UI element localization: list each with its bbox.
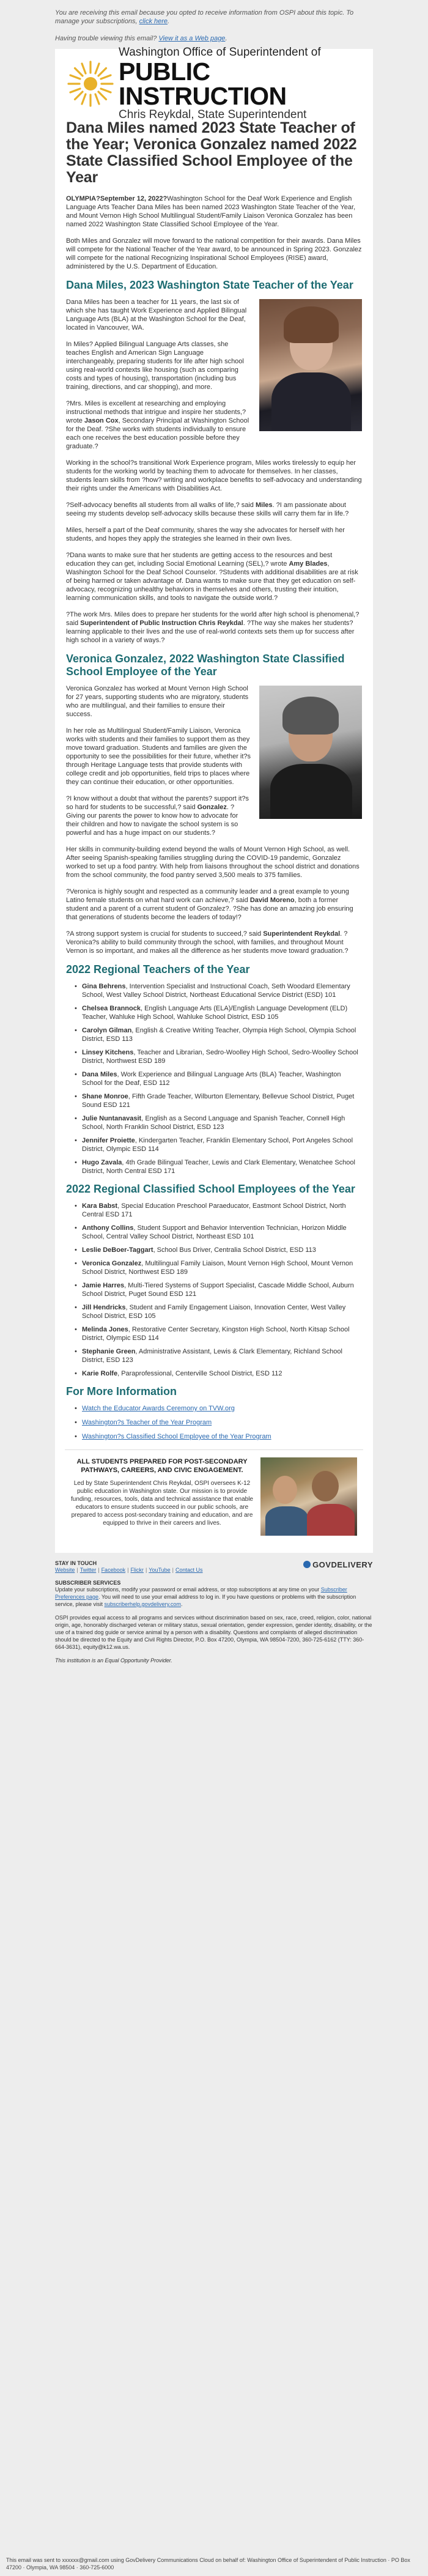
list-item xyxy=(75,1303,362,1320)
contact-us-link[interactable]: Contact Us xyxy=(175,1567,203,1573)
honoree-desc: , English Language Arts (ELA)/English Language Development (ELD) Teacher, Wahluke High School, Wahluke School District, ESD 105 xyxy=(82,1005,348,1021)
stay-in-touch-title: STAY IN TOUCH xyxy=(55,1560,97,1566)
students-photo xyxy=(260,1457,357,1536)
list-item xyxy=(75,1369,362,1378)
separator: | xyxy=(172,1567,174,1573)
regional-teachers-list xyxy=(66,982,362,1175)
list-item xyxy=(75,982,362,999)
subscriber-text: Update your subscriptions, modify your password or email address, or stop subscriptions at any time on your xyxy=(55,1586,320,1593)
honoree-name: Jamie Harres xyxy=(82,1282,125,1289)
list-item xyxy=(75,1114,362,1131)
equal-access-text: OSPI provides equal access to all programs and services without discrimination based on sex, race, creed, religion, color, national origin, age, honorably discharged veteran or military status, sexual orientation, gender expression, gender identity, disability, or the use of a trained dog guide or service animal by a person with a disability. Questions and complaints of alleged discrimination should be directed to the Equity and Civil Rights Director, P.O. Box 47200, Olympia, WA 98504-7200, 360-725-6162 (TTY: 360-664-3631), equity@k12.wa.us. xyxy=(55,1615,372,1650)
logo-superintendent: Chris Reykdal, State Superintendent xyxy=(119,108,307,121)
list-item xyxy=(75,1246,362,1254)
list-item xyxy=(75,1136,362,1153)
view-as-webpage-link[interactable]: View it as a Web page xyxy=(158,35,226,42)
quote-text: ?The work Mrs. Miles does to prepare her students for the world after high school is phenomenal,? said xyxy=(66,611,360,627)
quote-text: , Secondary Principal at Washington School for the Deaf. ?She works with students individually to ensure each one receives the best education possible before they graduate.? xyxy=(66,417,249,450)
miles-paragraph-7 xyxy=(66,551,362,602)
list-item xyxy=(75,1325,362,1342)
honoree-name: Jill Hendricks xyxy=(82,1304,126,1311)
list-item xyxy=(75,1202,362,1219)
honoree-desc: , School Bus Driver, Centralia School District, ESD 113 xyxy=(153,1246,316,1254)
quote-text: ?Veronica is highly sought and respected as a community leader and a great example to young Latino female students on what hard work can achieve,? said xyxy=(66,888,349,904)
honoree-desc: , 4th Grade Bilingual Teacher, Lewis and Clark Elementary, Wenatchee School District, North Central ESD 171 xyxy=(82,1159,355,1175)
govdelivery-logo[interactable] xyxy=(303,1560,373,1569)
honoree-name: Hugo Zavala xyxy=(82,1159,122,1166)
govdelivery-icon xyxy=(303,1561,311,1568)
honoree-name: Gina Behrens xyxy=(82,983,126,990)
honoree-desc: , Fifth Grade Teacher, Wilburton Elementary, Bellevue School District, Puget Sound ESD 121 xyxy=(82,1093,355,1109)
honoree-name: Carolyn Gilman xyxy=(82,1027,132,1034)
honoree-desc: , Work Experience and Bilingual Language Arts (BLA) Teacher, Washington School for the Deaf, ESD 112 xyxy=(82,1071,341,1087)
gonzalez-paragraph-2: In her role as Multilingual Student/Family Liaison, Veronica works with students and their families to support them as they move toward graduation. Students and families are given the opportunity to see the possibilities for their future, whether it?s through Heritage Language tests that provide students with college credit and job opportunities, field trips to places where they can continue their education, or other opportunities. xyxy=(66,727,251,786)
honoree-name: Leslie DeBoer-Taggart xyxy=(82,1246,153,1254)
quote-author: Gonzalez xyxy=(197,804,227,811)
honoree-name: Melinda Jones xyxy=(82,1326,128,1333)
honoree-desc: , Restorative Center Secretary, Kingston High School, North Kitsap School District, Olympic ESD 114 xyxy=(82,1326,350,1342)
website-link[interactable]: Website xyxy=(55,1567,75,1573)
trouble-viewing-note xyxy=(55,34,373,43)
miles-paragraph-4: Working in the school?s transitional Work Experience program, Miles works tirelessly to equip her students for the working world by teaching them to advocate for themselves. In her classes, students learn skills from ?how? writing and workplace benefits to self-advocacy and understanding their rights under the Americans with Disabilities Act. xyxy=(66,459,362,492)
list-item xyxy=(75,1048,362,1065)
honoree-desc: , English as a Second Language and Spanish Teacher, Connell High School, North Franklin School District, ESD 123 xyxy=(82,1115,345,1131)
quote-text: , both a former student and a parent of a current student of Gonzalez?. ?She has done an amazing job ensuring that generations of students become the leaders of today!? xyxy=(66,897,353,921)
subscriber-text-2: . You will need to use your email address to log in. If you have questions or problems with the subscription service, please visit xyxy=(55,1594,356,1607)
honoree-desc: , Administrative Assistant, Lewis & Clark Elementary, Richland School District, ESD 123 xyxy=(82,1348,342,1364)
stay-in-touch xyxy=(55,1560,373,1574)
intro-text-1: Washington School for the Deaf Work Experience and English Language Arts Teacher Dana Miles has been named 2023 Washington State Teacher of the Year, and Mount Vernon High School Multilingual Student/Family Liaison Veronica Gonzalez has been named 2022 Washington State Classified School Employee of the Year. xyxy=(66,195,356,228)
separator: | xyxy=(98,1567,100,1573)
more-info-links xyxy=(66,1404,362,1441)
more-info-heading: For More Information xyxy=(66,1385,177,1397)
miles-heading: Dana Miles, 2023 Washington State Teacher of the Year xyxy=(66,279,353,291)
quote-author: Superintendent Reykdal xyxy=(263,930,341,938)
honoree-desc: , Kindergarten Teacher, Franklin Elementary School, Port Angeles School District, Olympic ESD 114 xyxy=(82,1137,353,1153)
honoree-desc: , Teacher and Librarian, Sedro-Woolley High School, Sedro-Woolley School District, Northwest ESD 189 xyxy=(82,1049,358,1065)
gonzalez-paragraph-6 xyxy=(66,930,362,955)
quote-text: ?A strong support system is crucial for students to succeed,? said xyxy=(66,930,264,938)
tvw-ceremony-link[interactable]: Watch the Educator Awards Ceremony on TVW.org xyxy=(82,1405,235,1412)
list-item xyxy=(75,1026,362,1043)
honoree-name: Linsey Kitchens xyxy=(82,1049,134,1056)
list-item xyxy=(75,1158,362,1175)
subscriber-text-end: . xyxy=(180,1601,183,1607)
miles-paragraph-8 xyxy=(66,610,362,645)
honoree-name: Chelsea Brannock xyxy=(82,1005,141,1012)
trouble-text: Having trouble viewing this email? xyxy=(55,35,157,42)
promo-title: ALL STUDENTS PREPARED FOR POST-SECONDARY PATHWAYS, CAREERS, AND CIVIC ENGAGEMENT. xyxy=(76,1458,248,1474)
quote-text: ?Mrs. Miles is excellent at researching and employing instructional methods that intrigue and inspire her students,? wrote xyxy=(66,400,246,424)
miles-paragraph-1: Dana Miles has been a teacher for 11 years, the last six of which she has taught Work Experience and Applied Bilingual Language Arts (BLA) at the Washington School for the Deaf, located in Vancouver, WA. xyxy=(66,298,247,331)
facebook-link[interactable]: Facebook xyxy=(101,1567,126,1573)
veronica-gonzalez-photo xyxy=(259,686,362,819)
honoree-desc: , Paraprofessional, Centerville School District, ESD 112 xyxy=(117,1370,282,1377)
regional-teachers-heading: 2022 Regional Teachers of the Year xyxy=(66,963,250,975)
list-item xyxy=(75,1004,362,1021)
regional-classified-list xyxy=(66,1202,362,1378)
subscriber-help-link[interactable]: subscriberhelp.govdelivery.com xyxy=(104,1601,181,1607)
honoree-name: Veronica Gonzalez xyxy=(82,1260,142,1267)
quote-author: Miles xyxy=(255,502,273,509)
quote-text: . ?Giving our parents the power to know how to advocate for their children and how to navigate the school system is so powerful and has a huge impact on our students.? xyxy=(66,804,238,837)
quote-text: . ?The way she makes her students? learning applicable to their lives and the use of real-world contexts sets them up for success after high school in a variety of ways.? xyxy=(66,620,355,644)
separator: | xyxy=(145,1567,147,1573)
preheader xyxy=(55,0,373,43)
preheader-subscription-note xyxy=(55,9,373,26)
classified-employee-program-link[interactable]: Washington?s Classified School Employee of the Year Program xyxy=(82,1433,271,1440)
ospi-logo xyxy=(66,46,362,121)
mission-promo xyxy=(65,1449,363,1542)
equal-access-notice xyxy=(55,1614,373,1651)
teacher-of-year-program-link[interactable]: Washington?s Teacher of the Year Program xyxy=(82,1419,212,1426)
email-body xyxy=(55,46,373,1553)
regional-classified-heading: 2022 Regional Classified School Employees of the Year xyxy=(66,1183,355,1195)
quote-author: Superintendent of Public Instruction Chris Reykdal xyxy=(80,620,243,627)
honoree-desc: , Student and Family Engagement Liaison, Innovation Center, West Valley School District, ESD 105 xyxy=(82,1304,346,1320)
honoree-desc: , Intervention Specialist and Instructional Coach, Seth Woodard Elementary School, West Valley School District, Northeast Educational Service District (ESD) 101 xyxy=(82,983,350,999)
miles-paragraph-5 xyxy=(66,501,362,518)
flickr-link[interactable]: Flickr xyxy=(130,1567,144,1573)
quote-author: David Moreno xyxy=(249,897,295,904)
honoree-name: Julie Nuntanavasit xyxy=(82,1115,142,1122)
equal-opportunity-text: This institution is an Equal Opportunity Provider. xyxy=(55,1657,172,1664)
dateline: OLYMPIA?September 12, 2022? xyxy=(66,195,168,202)
quote-text: , Washington School for the Deaf School Counselor. ?Students with additional disabilities are at risk of being harmed or taken advantage of. Dana wants to make sure that they get education on self-advocacy, recognizing unhealthy behaviors in themselves and others, trusting their intuition, learning communication skills, and tools to navigate the outside world.? xyxy=(66,560,358,602)
subscriber-services-text xyxy=(55,1586,373,1608)
honoree-desc: , Multi-Tiered Systems of Support Specialist, Cascade Middle School, Auburn School District, Puget Sound ESD 121 xyxy=(82,1282,354,1298)
quote-author: Jason Cox xyxy=(84,417,119,424)
list-item xyxy=(75,1224,362,1241)
honoree-desc: , English & Creative Writing Teacher, Olympia High School, Olympia School District, ESD 113 xyxy=(82,1027,356,1043)
intro-paragraph-1 xyxy=(66,194,362,229)
subscriber-services xyxy=(55,1580,373,1608)
promo-text xyxy=(71,1457,260,1536)
twitter-link[interactable]: Twitter xyxy=(79,1567,97,1573)
honoree-name: Karie Rolfe xyxy=(82,1370,118,1377)
quote-text: . ?Veronica?s ability to build community through the school, with families, and throughout Mount Vernon is so important, and makes all the difference as her students move toward graduation.? xyxy=(66,930,349,955)
preheader-text-end: . xyxy=(168,18,170,25)
sunburst-icon xyxy=(66,59,115,108)
separator: | xyxy=(127,1567,129,1573)
quote-text: ?I know without a doubt that without the parents? support it?s so hard for students to be successful,? said xyxy=(66,795,249,811)
list-item xyxy=(75,1418,362,1427)
promo-body: Led by State Superintendent Chris Reykdal, OSPI oversees K-12 public education in Washington state. Our mission is to provide funding, resources, tools, data and technical assistance that enable educators to ensure students succeed in our public schools, are prepared to access post-secondary training and education, and are equipped to thrive in their careers and lives. xyxy=(71,1480,253,1527)
logo-agency-name: Washington Office of Superintendent of xyxy=(119,46,321,59)
dana-miles-photo xyxy=(259,299,362,431)
list-item xyxy=(75,1281,362,1298)
list-item xyxy=(75,1347,362,1364)
honoree-name: Stephanie Green xyxy=(82,1348,136,1355)
miles-paragraph-6: Miles, herself a part of the Deaf community, shares the way she advocates for herself with her students, and hopes they apply the strategies she learned in their own lives. xyxy=(66,527,345,542)
manage-subscriptions-link[interactable]: click here xyxy=(139,18,168,25)
honoree-name: Kara Babst xyxy=(82,1202,118,1210)
gonzalez-paragraph-4: Her skills in community-building extend beyond the walls of Mount Vernon High School, as well. After seeing Spanish-speaking families struggling during the COVID-19 pandemic, Gonzalez worked to set up a food pantry. With help from liaisons throughout the school district and donations from the school community, the food pantry served 3,500 meals to 375 families. xyxy=(66,846,360,879)
email-footer xyxy=(55,1553,373,1664)
honoree-desc: , Student Support and Behavior Intervention Technician, Horizon Middle School, Central Valley School District, Northeast ESD 101 xyxy=(82,1224,347,1240)
logo-title: PUBLIC INSTRUCTION xyxy=(119,57,287,110)
list-item xyxy=(75,1070,362,1087)
quote-author: Amy Blades xyxy=(289,560,328,568)
trouble-text-end: . xyxy=(225,35,227,42)
quote-text: ?Self-advocacy benefits all students from all walks of life,? said xyxy=(66,502,256,509)
headline: Dana Miles named 2023 State Teacher of the Year; Veronica Gonzalez named 2022 State Classified School Employee of the Year xyxy=(66,119,357,186)
quote-text: . ?I am passionate about seeing my students develop self-advocacy skills because these skills will carry them far in life.? xyxy=(66,502,349,517)
subscriber-preferences-link[interactable]: Subscriber Preferences page xyxy=(55,1586,347,1600)
quote-text: ?Dana wants to make sure that her students are getting access to the resources and best education they can get, including Social Emotional Learning (SEL),? wrote xyxy=(66,552,333,568)
logo-wordmark xyxy=(119,46,362,122)
preheader-text: You are receiving this email because you opted to receive information from OSPI about this topic. To manage your subscriptions, xyxy=(55,9,354,25)
gonzalez-paragraph-1: Veronica Gonzalez has worked at Mount Vernon High School for 27 years, supporting students who are migratory, students who are multilingual, and their families to ensure their success. xyxy=(66,685,249,718)
honoree-name: Shane Monroe xyxy=(82,1093,128,1100)
honoree-desc: , Special Education Preschool Paraeducator, Eastmont School District, North Central ESD 171 xyxy=(82,1202,346,1218)
equal-opportunity-notice xyxy=(55,1657,373,1664)
honoree-name: Dana Miles xyxy=(82,1071,117,1078)
govdelivery-wordmark: GOVDELIVERY xyxy=(312,1560,373,1569)
honoree-desc: , Multilingual Family Liaison, Mount Vernon High School, Mount Vernon School District, Northwest ESD 189 xyxy=(82,1260,353,1276)
list-item xyxy=(75,1432,362,1441)
honoree-name: Jennifer Proiette xyxy=(82,1137,135,1144)
subscriber-services-title: SUBSCRIBER SERVICES xyxy=(55,1580,121,1586)
list-item xyxy=(75,1404,362,1413)
intro-paragraph-2: Both Miles and Gonzalez will move forward to the national competition for their awards. Dana Miles will compete for the National Teacher of the Year award, to be announced in Spring 2023. Gonzalez will compete for the national Recognizing Inspirational School Employees (RISE) award, administered by the U.S. Department of Education. xyxy=(66,237,362,270)
separator: | xyxy=(76,1567,78,1573)
email-container xyxy=(55,0,373,1664)
miles-paragraph-2: In Miles? Applied Bilingual Language Arts classes, she teaches English and American Sign Language interchangeably, preparing students for life after high school using real-world contexts like housing (such as comparing costs and types of housing), transportation (including bus training, directions, and car shopping), and more. xyxy=(66,341,244,391)
youtube-link[interactable]: YouTube xyxy=(149,1567,171,1573)
list-item xyxy=(75,1259,362,1276)
gonzalez-paragraph-5 xyxy=(66,887,362,922)
sent-to-notice: This email was sent to xxxxxx@gmail.com using GovDelivery Communications Cloud on behalf of: Washington Office of Superintendent of Public Instruction · PO Box 47200 · Olympia, WA 98504 · 360-725-6000 xyxy=(6,2557,410,2570)
gonzalez-heading: Veronica Gonzalez, 2022 Washington State Classified School Employee of the Year xyxy=(66,653,345,678)
honoree-name: Anthony Collins xyxy=(82,1224,134,1232)
list-item xyxy=(75,1092,362,1109)
